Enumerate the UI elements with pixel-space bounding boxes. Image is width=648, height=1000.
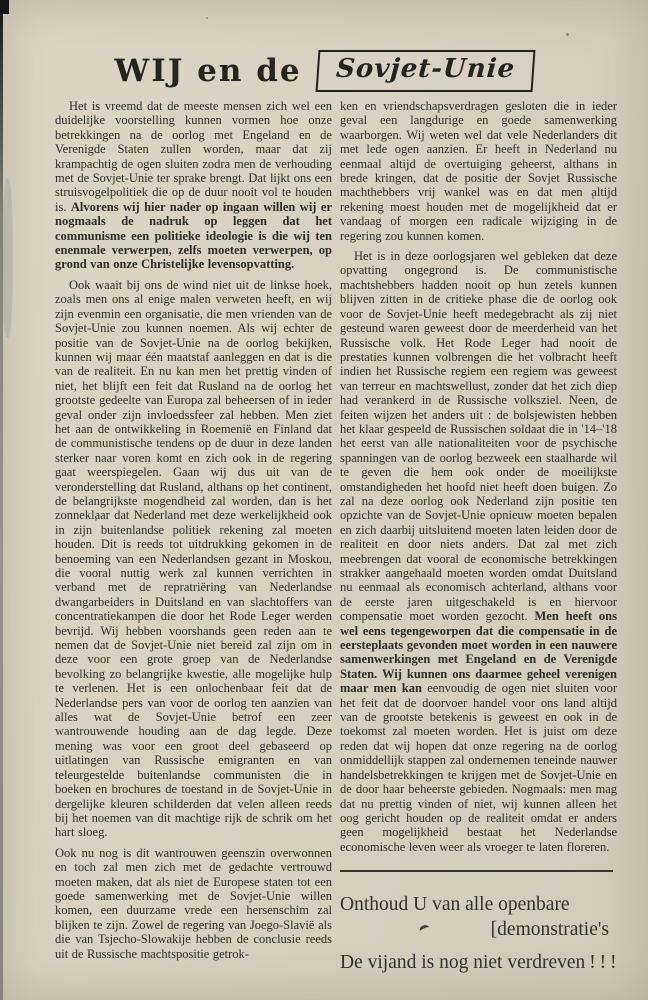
article-title-plain: WIJ en de xyxy=(114,53,302,89)
scan-corner-mark xyxy=(0,0,9,14)
left-column-paragraphs xyxy=(55,99,332,961)
right-column xyxy=(340,99,617,974)
paper-speck xyxy=(566,33,569,36)
bold-text-segment: Alvorens wij hier nader op ingaan willen wij er nogmaals de nadruk op leggen dat het communisme een politieke ideologie is die wij ten enenmale verwerpen, zelfs moeten verwerpen, op grond van onze Christelijke levensopvatting. xyxy=(55,199,332,272)
footer-divider xyxy=(340,870,613,872)
paper-speck xyxy=(206,17,208,19)
scan-shadow-band xyxy=(2,178,13,338)
article-body xyxy=(55,99,617,974)
right-column-paragraphs xyxy=(340,99,617,854)
article-title-boxed: Sovjet-Unie xyxy=(315,50,535,92)
article-paragraph xyxy=(340,249,617,854)
footer-slogans xyxy=(340,894,617,974)
article-paragraph xyxy=(55,278,332,840)
text-segment: eenvoudig de ogen niet sluiten voor het feit dat de doorvoer handel voor ons land altijd van de grootste betekenis is geweest en ook in de toekomst zal moeten worden. Het is juist om deze reden dat wij hopen dat onze regering na de oorlog onmiddellijk stappen zal ondernemen teneinde nauwer handelsbetrekkingen te krijgen met de Sovjet-Unie en de door haar beheerste gebieden. Nogmaals: men mag dat nu prettig vinden of niet, wij kunnen alleen het oog gericht houden op de realiteit omdat er anders geen mogelijkheid bestaat het Nederlandse economische leven weer als vroeger te laten floreren. xyxy=(340,681,617,854)
text-segment: Het is vreemd dat de meeste mensen zich wel een duidelijke voorstelling kunnen vormen hoe onze betrekkingen na de oorlog met Engeland en de Verenigde Staten zullen worden, maar dat zij krampachtig de ogen sluiten zodra men de verhouding met de Sovjet-Unie ter sprake brengt. Dat lijkt ons een struisvogelpolitiek die op de duur nooit vol te houden is. xyxy=(55,99,332,214)
text-segment: ken en vriendschapsverdragen gesloten die in ieder geval een langdurige en goede samenwerking waarborgen. Wij weten wel dat vele Nederlanders dit met lede ogen aanzien. Er heeft in Nederland nu eenmaal altijd de overtuiging geheerst, althans in brede kringen, dat de positie der Sovjet Russische machthebbers vrij wankel was en dat men altijd rekening moest houden met de mogelijkheid dat er vandaag of morgen een radicale wijziging in de regering zou kunnen komen. xyxy=(340,99,617,243)
article-paragraph xyxy=(55,99,332,272)
article-paragraph xyxy=(340,99,617,243)
text-segment: Ook nu nog is dit wantrouwen geenszin overwonnen en toch zal men zich met de gedachte vertrouwd moeten maken, dat als niet de Europese staten tot een goede samenwerking met de Sovjet-Unie willen komen, een duurzame vrede een hersenschim zal blijken te zijn. Zowel de regering van Joego-Slavië als die van Tsjecho-Slowakije hebben de conclusie reeds uit de Russische machtspositie getrok- xyxy=(55,845,332,961)
footer-slogan-3: De vijand is nog niet verdreven ! ! ! xyxy=(340,952,617,974)
bold-text-segment: Men heeft ons wel eens tegengeworpen dat die compensatie in de eersteplaats gevonden moet worden in een nauwere samenwerkingen met Engeland en de Verenigde Staten. Wij kunnen ons daarmee geheel verenigen maar men kan xyxy=(340,609,617,696)
masthead xyxy=(0,50,648,92)
text-segment: Ook waait bij ons de wind niet uit de linkse hoek, zoals men ons al enige malen verweten heeft, en wij zijn evenmin een organisatie, die men vrienden van de Sovjet-Unie zou kunnen noemen. Als wij echter de positie van de Sovjet-Unie na de oorlog bekijken, kunnen wij maar één maatstaf aanleggen en dat is die van de realiteit. En nu kan men het prettig vinden of niet, het blijft een feit dat Rusland na de oorlog het grootste gedeelte van Europa zal beheersen of in ieder geval onder zijn invloedssfeer zal hebben. Men ziet het aan de ontwikkeling in Roemenië en Finland dat de communistische tendens op de duur in deze landen sterker naar voren komt en zich ook in de regering gaat weerspiegelen. Gaan wij dus uit van de veronderstelling dat Rusland, althans op het continent, de belangrijkste mogendheid zal worden, dan is het zonneklaar dat Nederland met deze werkelijkheid ook in zijn buitenlandse politiek rekening zal moeten houden. Dit is reeds tot uitdrukking gekomen in de benoeming van een Nederlandsen gezant in Moskou, die vooral nuttig werk zal kunnen verrichten in verband met de repratriëring van Nederlandse dwangarbeiders in Duitsland en van slachtoffers van concentratiekampen die door het Rode Leger werden bevrijd. Wij hebben voorshands geen reden aan te nemen dat de Sovjet-Unie niet bereid zal zijn om in deze voor een grote groep van de Nederlandse bevolking zo belangrijke kwestie, alle mogelijke hulp te verlenen. Het is een onlochenbaar feit dat de Nederlandse pers van voor de oorlog ten aanzien van alles wat de Sovjet-Unie betrof een zeer wantrouwende houding aan de dag legde. Deze mening was voor een groot deel gebaseerd op uitlatingen van Russische emigranten en van teleurgestelde buitenlandse communisten die in boeken en brochures de toestand in de Sovjet-Unie in dergelijke kleuren schilderden dat velen alleen reeds bij het noemen van dit machtige rijk de schrik om het hart sloeg. xyxy=(55,277,332,840)
article-paragraph xyxy=(55,846,332,961)
footer-slogan-1: Onthoud U van alle openbare xyxy=(340,894,570,916)
text-segment: Het is in deze oorlogsjaren wel gebleken dat deze opvatting ongegrond is. De communistische machtshebbers hadden nooit op hun zetels kunnen blijven zitten in de critieke phase die de oorlog ook voor de Sovjet-Unie heeft medegebracht als zij niet gesteund waren geweest door de meerderheid van het Russische volk. Het Rode Leger had nooit de prestaties kunnen volbrengen die het volbracht heeft indien het Russische regiem een regiem was geweest van terreur en machtswellust, zonder dat het zich diep had verankerd in de Russische volksziel. Neen, de feiten wijzen het anders uit : de bolsjewisten hebben het klaar gespeeld de Russischen soldaat die in '14–'18 het eerst van alle nationaliteiten voor de psychische spanningen van de oorlog bezweek een staalharde wil te geven die hem ook onder de moeilijkste omstandigheden het hoofd niet heeft doen buigen. Zo zal na deze oorlog ook Nederland zijn positie ten opzichte van de Sovjet-Unie opnieuw moeten bepalen en zich daarbij uitsluitend moeten laten leiden door de realiteit en door niets anders. Dat zal met zich meebrengen dat vooral de economische betrekkingen strakker aangehaald moeten worden omdat Duitsland nu eenmaal als economisch achterland, althans voor de eerste jaren uitgeschakeld is en hiervoor compensatie moet worden gezocht. xyxy=(340,249,617,624)
left-column xyxy=(55,99,332,974)
scan-edge-left xyxy=(0,0,3,1000)
footer-slogan-2: [demonstratie's xyxy=(490,919,609,941)
